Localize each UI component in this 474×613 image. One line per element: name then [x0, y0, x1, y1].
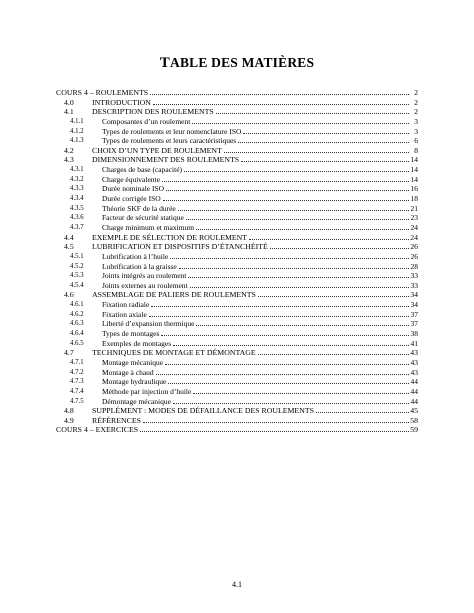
dot-leader [190, 281, 409, 288]
dot-leader [186, 213, 409, 220]
toc-entry[interactable] [56, 329, 418, 339]
toc-entry-number: 4.3 [64, 155, 74, 165]
toc-entry-text [102, 397, 410, 407]
toc-entry[interactable] [56, 310, 418, 320]
toc-title-rest: ABLE DES MATIÈRES [170, 55, 315, 70]
toc-entry-text [92, 348, 410, 358]
dot-leader [150, 88, 409, 95]
toc-entry-label: INTRODUCTION [92, 97, 151, 107]
toc-entry-page: 58 [410, 415, 418, 425]
toc-entry-number: 4.6 [64, 290, 74, 300]
dot-leader [170, 252, 409, 259]
toc-entry[interactable] [56, 281, 418, 291]
toc-entry-page: 43 [410, 367, 418, 377]
toc-entry-label: Composantes d’un roulement [102, 116, 191, 126]
toc-entry-page: 34 [410, 290, 418, 300]
dot-leader [196, 223, 409, 230]
toc-entry[interactable] [56, 339, 418, 349]
toc-entry-page: 6 [414, 136, 418, 146]
toc-entry-number: 4.7.5 [70, 397, 84, 405]
toc-title-initial: T [159, 55, 170, 71]
toc-entry-label: Lubrification à la graisse [102, 261, 177, 271]
toc-entry-text [92, 107, 410, 117]
dot-leader [168, 377, 409, 384]
toc-entry[interactable] [56, 319, 418, 329]
toc-entry-page: 14 [410, 165, 418, 175]
toc-entry-page: 37 [410, 309, 418, 319]
dot-leader [166, 184, 409, 191]
toc-entry-page: 41 [410, 338, 418, 348]
toc-entry-text [102, 204, 410, 214]
dot-leader [184, 165, 409, 172]
toc-entry[interactable] [56, 397, 418, 407]
toc-entry-page: 24 [410, 232, 418, 242]
toc-entry-label: Montage à chaud [102, 367, 154, 377]
toc-entry-label: Lubrification à l’huile [102, 251, 169, 261]
toc-entry-number: 4.3.5 [70, 204, 84, 212]
toc-entry-number: 4.5.2 [70, 262, 84, 270]
toc-entry-page: 3 [414, 126, 418, 136]
toc-entry-page: 34 [410, 300, 418, 310]
toc-entry-page: 14 [410, 155, 418, 165]
toc-entry-number: 4.1.1 [70, 117, 84, 125]
toc-entry-label: EXEMPLE DE SÉLECTION DE ROULEMENT [92, 232, 248, 242]
toc-entry[interactable] [56, 252, 418, 262]
toc-entry-number: 4.2 [64, 145, 74, 155]
toc-entry-number: 4.7.1 [70, 358, 84, 366]
dot-leader [192, 117, 409, 124]
toc-entry-label: Joints externes au roulement [102, 280, 188, 290]
dot-leader [224, 146, 409, 153]
toc-entry-label: Types de roulements et leur nomenclature ISO [102, 126, 242, 136]
toc-entry[interactable] [56, 377, 418, 387]
toc-entry[interactable] [56, 242, 418, 252]
toc-entry-number: 4.7.3 [70, 378, 84, 386]
toc-entry-text [92, 416, 410, 426]
toc-entry-number: 4.6.3 [70, 320, 84, 328]
dot-leader [216, 107, 409, 114]
toc-entry[interactable] [56, 204, 418, 214]
toc-entry-text [56, 88, 410, 98]
toc-title [0, 55, 474, 72]
toc-entry-text [102, 319, 410, 329]
toc-entry-text [102, 194, 410, 204]
toc-entry-page: 44 [410, 377, 418, 387]
toc-entry-page: 21 [410, 203, 418, 213]
toc-entry-page: 26 [410, 242, 418, 252]
toc-entry-text [56, 425, 410, 435]
toc-entry-page: 44 [410, 396, 418, 406]
dot-leader [258, 348, 409, 355]
toc-entry-text [92, 155, 410, 165]
toc-entry[interactable] [56, 406, 418, 416]
toc-entry-label: DESCRIPTION DES ROULEMENTS [92, 107, 214, 117]
toc-entry-text [102, 271, 410, 281]
toc-entry-text [102, 223, 410, 233]
toc-entry-text [102, 377, 410, 387]
toc-entry[interactable] [56, 425, 418, 435]
toc-entry[interactable] [56, 223, 418, 233]
toc-entry-number: 4.9 [64, 415, 74, 425]
toc-entry-text [102, 165, 410, 175]
toc-entry-label: Montage mécanique [102, 357, 164, 367]
toc-entry[interactable] [56, 387, 418, 397]
toc-entry-label: DIMENSIONNEMENT DES ROULEMENTS [92, 155, 240, 165]
toc-entry[interactable] [56, 233, 418, 243]
toc-entry-label: RÉFÉRENCES [92, 415, 141, 425]
toc-entry-page: 38 [410, 329, 418, 339]
toc-entry[interactable] [56, 136, 418, 146]
toc-entry-number: 4.3.2 [70, 175, 84, 183]
dot-leader [179, 262, 409, 269]
dot-leader [143, 416, 409, 423]
toc-entry[interactable] [56, 117, 418, 127]
toc-entry-number: 4.4 [64, 232, 74, 242]
toc-entry-page: 43 [410, 348, 418, 358]
toc-entry-label: Montage hydraulique [102, 377, 167, 387]
dot-leader [196, 319, 409, 326]
toc-entry-page: 16 [410, 184, 418, 194]
dot-leader [270, 242, 409, 249]
toc-entry-page: 2 [414, 97, 418, 107]
toc-entry-label: Charge minimum et maximum [102, 222, 195, 232]
toc-entry-label: Durée nominale ISO [102, 184, 165, 194]
dot-leader [163, 194, 409, 201]
toc-entry-page: 18 [410, 194, 418, 204]
toc-entry-text [102, 300, 410, 310]
dot-leader [258, 290, 409, 297]
toc-entry-number: 4.3.7 [70, 223, 84, 231]
toc-entry[interactable] [56, 416, 418, 426]
toc-entry[interactable] [56, 127, 418, 137]
dot-leader [140, 425, 409, 432]
toc-entry-text [92, 146, 410, 156]
toc-entry-label: LUBRIFICATION ET DISPOSITIFS D’ÉTANCHÉITÉ [92, 242, 268, 252]
toc-entry-label: SUPPLÉMENT : MODES DE DÉFAILLANCE DES ROULEMENTS [92, 406, 314, 416]
toc-entry-page: 26 [410, 251, 418, 261]
toc-entry-number: 4.6.4 [70, 330, 84, 338]
toc-entry-page: 2 [414, 88, 418, 97]
toc-entry-label: Théorie SKF de la durée [102, 203, 176, 213]
toc-entry-text [102, 339, 410, 349]
dot-leader [161, 329, 409, 336]
toc-entry[interactable] [56, 194, 418, 204]
page-number: 4.1 [232, 580, 242, 589]
toc-entry-label: Démontage mécanique [102, 396, 171, 406]
toc-entry-text [102, 387, 410, 397]
toc-entry-number: 4.1 [64, 107, 74, 117]
toc-entry-label: CHOIX D’UN TYPE DE ROULEMENT [92, 145, 222, 155]
toc-entry-number: 4.5.4 [70, 281, 84, 289]
toc-entry[interactable] [56, 175, 418, 185]
toc-entry-text [92, 98, 410, 108]
dot-leader [162, 175, 409, 182]
toc-entry-page: 24 [410, 222, 418, 232]
toc-entry-page: 45 [410, 406, 418, 416]
toc-entry-label: Facteur de sécurité statique [102, 213, 184, 223]
toc-entry-text [92, 406, 410, 416]
toc-entry-label: Liberté d’expansion thermique [102, 319, 195, 329]
toc-entry-number: 4.7.4 [70, 387, 84, 395]
toc-entry-text [102, 329, 410, 339]
toc-entry-number: 4.1.2 [70, 127, 84, 135]
toc-entry-label: Fixation axiale [102, 309, 147, 319]
toc-entry-label: TECHNIQUES DE MONTAGE ET DÉMONTAGE [92, 348, 256, 358]
toc-entry-number: 4.3.6 [70, 214, 84, 222]
toc-entry-label: Charge équivalente [102, 174, 160, 184]
toc-entry-text [102, 310, 410, 320]
toc-entry-number: 4.5.3 [70, 272, 84, 280]
dot-leader [153, 98, 409, 105]
toc-entry-page: 3 [414, 116, 418, 126]
toc-entry-label: Types de montages [102, 329, 160, 339]
toc-entry[interactable] [56, 271, 418, 281]
toc-entry[interactable] [56, 368, 418, 378]
toc-entry-label: Joints intégrés au roulement [102, 271, 187, 281]
dot-leader [151, 300, 409, 307]
toc-entry[interactable] [56, 262, 418, 272]
toc-entry-text [102, 368, 410, 378]
toc-entry-page: 33 [410, 280, 418, 290]
toc-entry-text [102, 127, 410, 137]
dot-leader [249, 233, 409, 240]
toc-entry-label: COURS 4 – EXERCICES [56, 425, 139, 435]
toc-entry[interactable] [56, 358, 418, 368]
toc-entry-number: 4.6.5 [70, 339, 84, 347]
dot-leader [173, 339, 409, 346]
toc-entry-number: 4.7 [64, 348, 74, 358]
toc-entry[interactable] [56, 290, 418, 300]
toc-entry[interactable] [56, 88, 418, 98]
toc-entry-page: 14 [410, 174, 418, 184]
dot-leader [165, 358, 409, 365]
toc-entry-text [102, 117, 410, 127]
toc-entry[interactable] [56, 165, 418, 175]
toc-entry[interactable] [56, 184, 418, 194]
dot-leader [241, 155, 409, 162]
dot-leader [156, 368, 409, 375]
dot-leader [188, 271, 409, 278]
toc-entry-label: Méthode par injection d’huile [102, 386, 192, 396]
toc-entry-page: 33 [410, 271, 418, 281]
toc-entry-label: Exemples de montages [102, 338, 172, 348]
toc-entry-text [102, 213, 410, 223]
toc-entry-text [92, 233, 410, 243]
dot-leader [173, 397, 409, 404]
toc-entry-number: 4.6.1 [70, 301, 84, 309]
toc-entry-page: 28 [410, 261, 418, 271]
toc-entry-number: 4.6.2 [70, 310, 84, 318]
toc-entry-page: 8 [414, 145, 418, 155]
toc-entry[interactable] [56, 213, 418, 223]
toc-entry-page: 23 [410, 213, 418, 223]
toc-entry-text [92, 290, 410, 300]
dot-leader [149, 310, 409, 317]
toc-entry-text [102, 184, 410, 194]
toc-entry-text [102, 281, 410, 291]
table-of-contents [56, 88, 418, 435]
dot-leader [193, 387, 409, 394]
toc-entry-text [102, 252, 410, 262]
toc-entry[interactable] [56, 155, 418, 165]
toc-entry-text [92, 242, 410, 252]
toc-entry[interactable] [56, 348, 418, 358]
toc-entry-number: 4.7.2 [70, 368, 84, 376]
toc-entry-number: 4.0 [64, 97, 74, 107]
toc-entry[interactable] [56, 146, 418, 156]
dot-leader [243, 127, 409, 134]
toc-entry[interactable] [56, 300, 418, 310]
toc-entry-text [102, 175, 410, 185]
toc-entry-label: Charges de base (capacité) [102, 165, 183, 175]
toc-entry-text [102, 358, 410, 368]
toc-entry-page: 43 [410, 357, 418, 367]
dot-leader [316, 406, 409, 413]
toc-entry-page: 2 [414, 107, 418, 117]
toc-entry-number: 4.1.3 [70, 137, 84, 145]
toc-entry-number: 4.5 [64, 242, 74, 252]
toc-entry-page: 37 [410, 319, 418, 329]
toc-entry[interactable] [56, 107, 418, 117]
toc-entry-page: 44 [410, 386, 418, 396]
toc-entry-text [102, 136, 410, 146]
toc-entry-page: 59 [410, 425, 418, 435]
toc-entry-number: 4.3.1 [70, 166, 84, 174]
toc-entry-text [102, 262, 410, 272]
toc-entry-number: 4.8 [64, 406, 74, 416]
dot-leader [238, 136, 409, 143]
toc-entry-number: 4.3.4 [70, 195, 84, 203]
toc-entry-label: Types de roulements et leurs caractéristiques [102, 136, 237, 146]
toc-entry[interactable] [56, 98, 418, 108]
toc-entry-number: 4.5.1 [70, 252, 84, 260]
toc-entry-number: 4.3.3 [70, 185, 84, 193]
toc-entry-label: Fixation radiale [102, 300, 150, 310]
toc-entry-label: ASSEMBLAGE DE PALIERS DE ROULEMENTS [92, 290, 256, 300]
toc-entry-label: COURS 4 – ROULEMENTS [56, 88, 149, 97]
toc-entry-label: Durée corrigée ISO [102, 194, 161, 204]
dot-leader [178, 204, 409, 211]
